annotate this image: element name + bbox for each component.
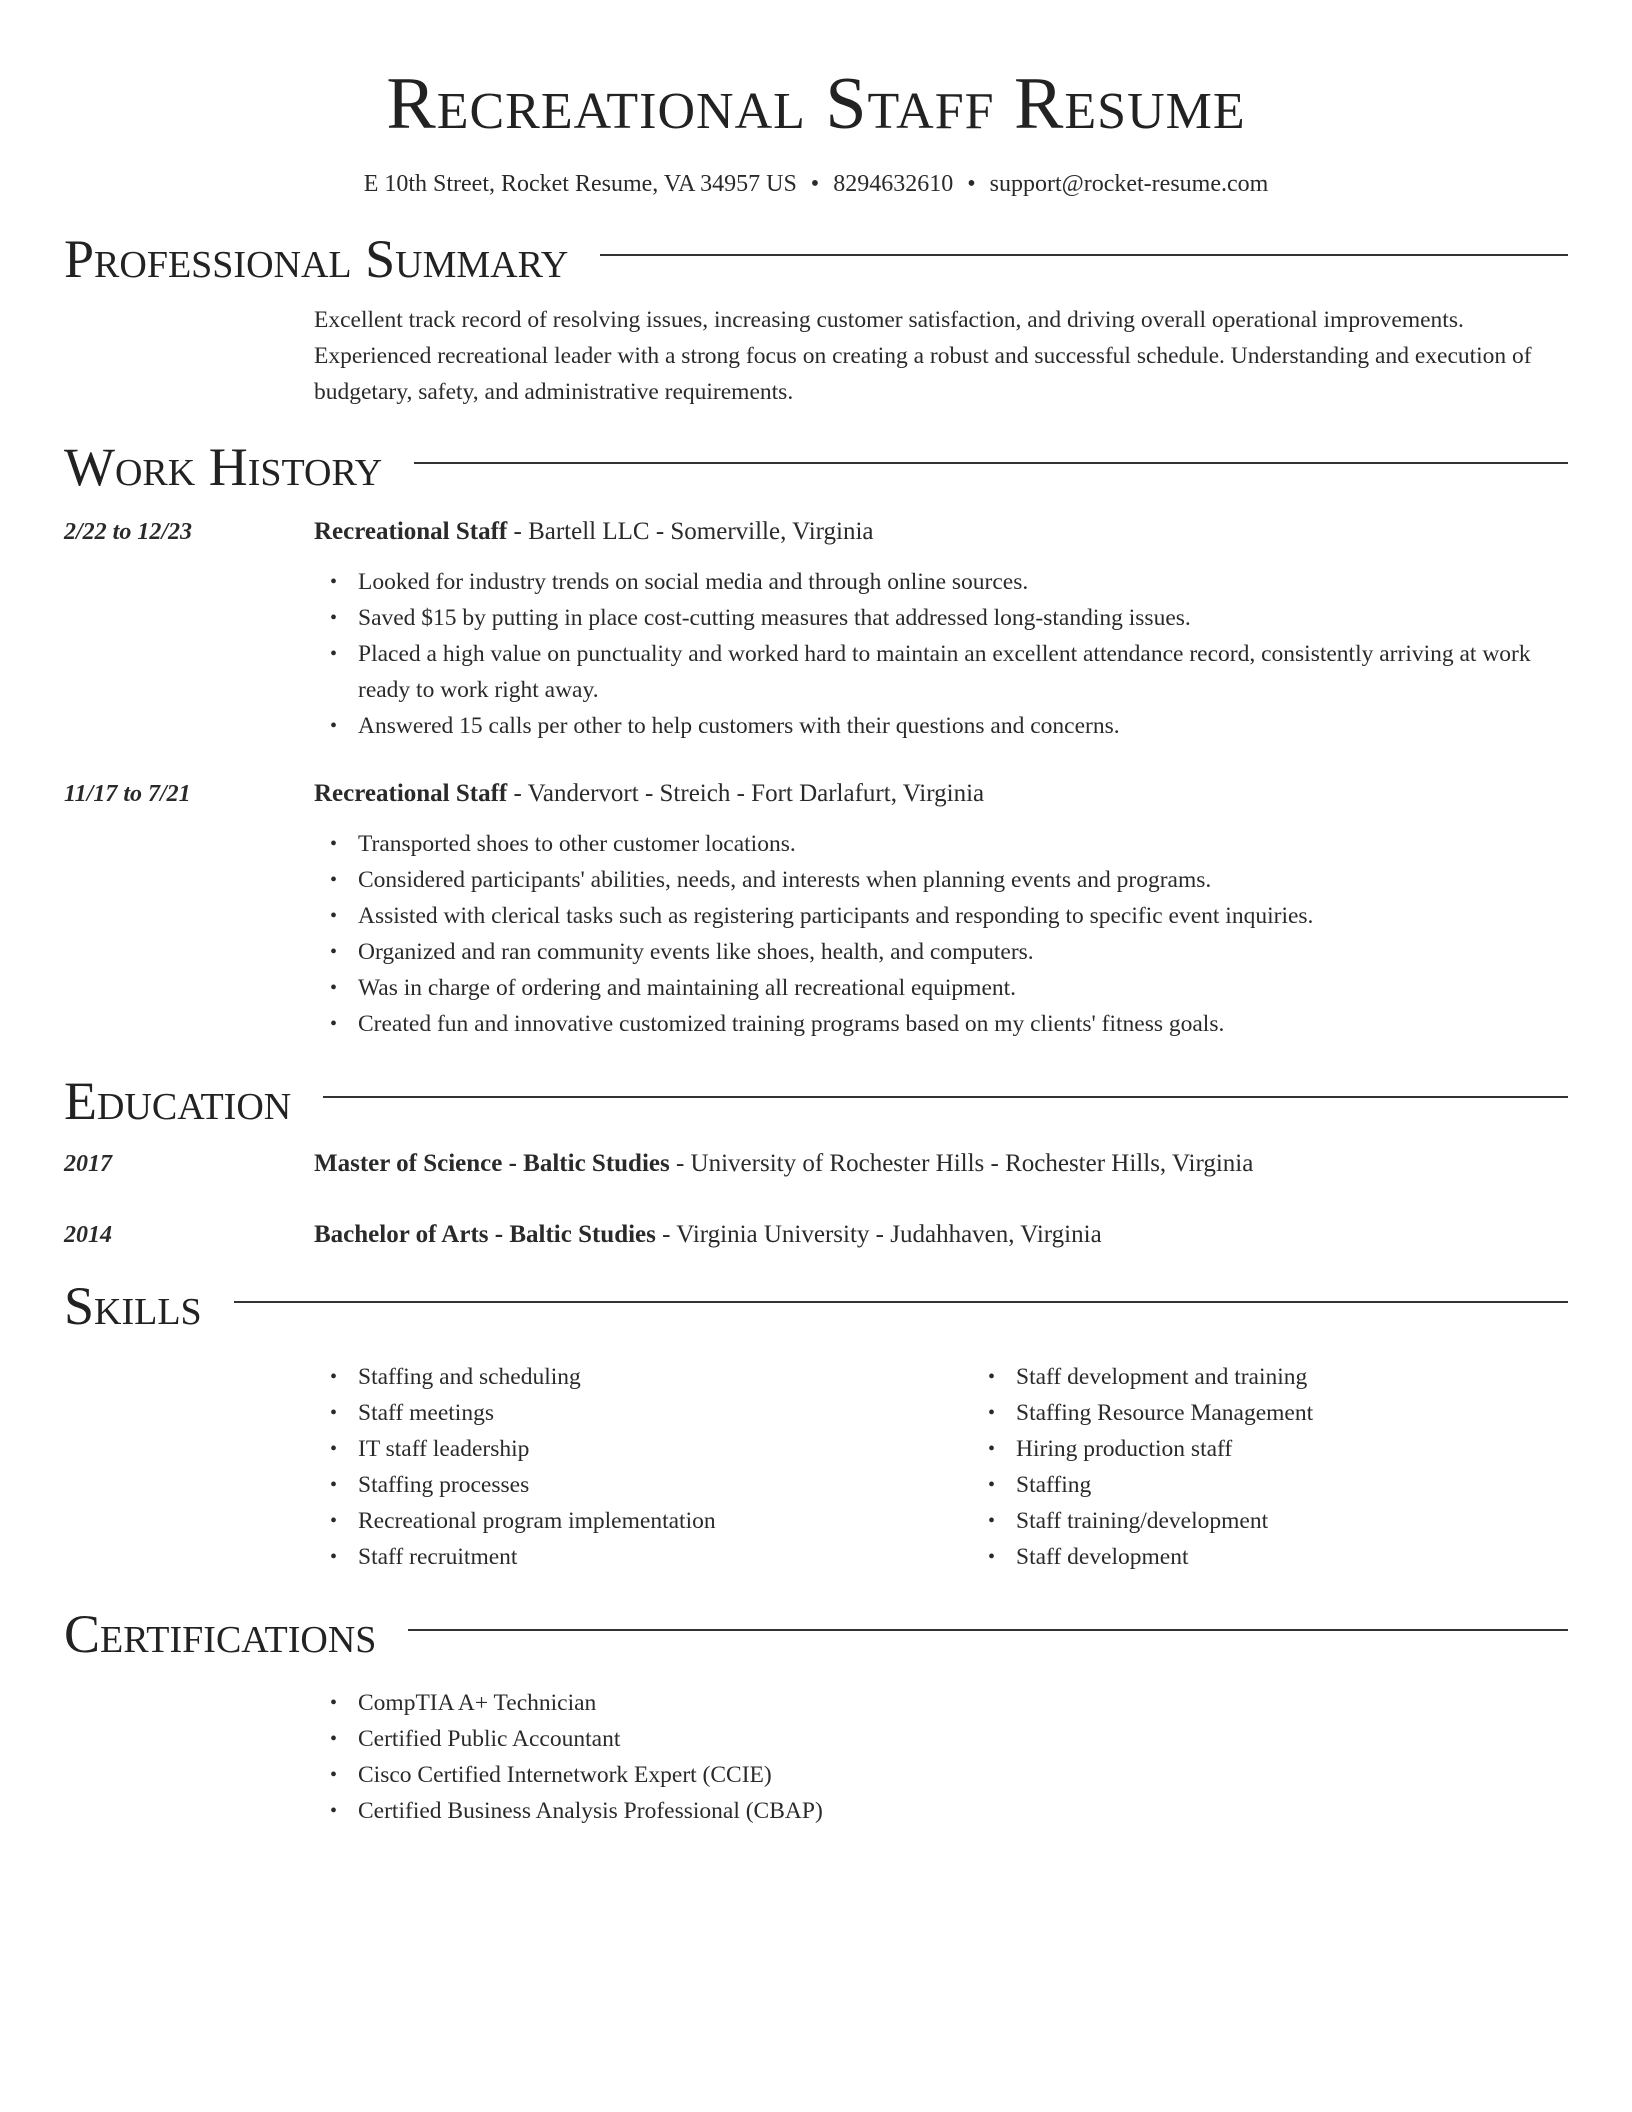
contact-phone: 8294632610 [833, 171, 954, 197]
job-details: - Vandervort - Streich - Fort Darlafurt, Virginia [507, 780, 985, 807]
skills-grid [314, 1359, 1630, 1575]
list-item: • Staffing processes [358, 1467, 972, 1503]
summary-section [64, 224, 1568, 410]
degree: Master of Science - Baltic Studies [314, 1150, 670, 1177]
contact-separator: • [967, 171, 976, 197]
section-header [64, 224, 1568, 294]
work-history-section [64, 432, 1568, 1042]
job-heading [314, 514, 1568, 550]
section-header [64, 1271, 1568, 1341]
skills-list-right [972, 1359, 1630, 1575]
list-item: • Transported shoes to other customer locations. [358, 826, 1568, 862]
education-section [64, 1066, 1568, 1253]
skills-spacer [64, 1359, 314, 1575]
list-item: • Created fun and innovative customized training programs based on my clients' fitness goals. [358, 1006, 1568, 1042]
section-title-education: Education [64, 1071, 292, 1131]
section-title-skills: Skills [64, 1276, 202, 1336]
list-item: • Staffing Resource Management [1016, 1395, 1630, 1431]
job-title: Recreational Staff [314, 518, 508, 545]
work-body [314, 514, 1568, 744]
list-item: • Saved $15 by putting in place cost-cutting measures that addressed long-standing issues. [358, 600, 1568, 636]
skills-list-left [314, 1359, 972, 1575]
contact-line [64, 168, 1568, 200]
list-item: • Hiring production staff [1016, 1431, 1630, 1467]
job-bullets [314, 826, 1568, 1042]
section-divider [408, 1629, 1568, 1631]
list-item: • Considered participants' abilities, needs, and interests when planning events and programs. [358, 862, 1568, 898]
list-item: • Certified Business Analysis Professional (CBAP) [358, 1793, 1568, 1829]
work-entry [64, 514, 1568, 744]
education-body [314, 1146, 1568, 1182]
skills-section [64, 1271, 1568, 1575]
list-item: • Staff recruitment [358, 1539, 972, 1575]
list-item: • Staff training/development [1016, 1503, 1630, 1539]
section-divider [323, 1096, 1568, 1098]
work-body [314, 776, 1568, 1042]
work-dates: 11/17 to 7/21 [64, 781, 191, 807]
list-item: • Certified Public Accountant [358, 1721, 1568, 1757]
summary-row [64, 302, 1568, 410]
school-details: - Virginia University - Judahhaven, Virginia [655, 1221, 1102, 1248]
section-divider [600, 254, 1568, 256]
list-item: • Staff meetings [358, 1395, 972, 1431]
section-header [64, 1599, 1568, 1669]
job-title: Recreational Staff [314, 780, 508, 807]
job-heading [314, 776, 1568, 812]
section-divider [414, 462, 1568, 464]
contact-separator: • [810, 171, 820, 197]
work-dates: 2/22 to 12/23 [64, 519, 193, 545]
list-item: • Assisted with clerical tasks such as registering participants and responding to specific event inquiries. [358, 898, 1568, 934]
section-title-work: Work History [64, 437, 383, 497]
list-item: • Organized and ran community events like shoes, health, and computers. [358, 934, 1568, 970]
education-body [314, 1217, 1568, 1253]
education-entry [64, 1217, 1568, 1253]
certifications-list [314, 1685, 1568, 1829]
certifications-section [64, 1599, 1568, 1829]
certifications-row [64, 1685, 1568, 1829]
section-divider [234, 1301, 1568, 1303]
certifications-body [314, 1685, 1568, 1829]
list-item: • Recreational program implementation [358, 1503, 972, 1539]
list-item: • IT staff leadership [358, 1431, 972, 1467]
section-header [64, 1066, 1568, 1136]
list-item: • Cisco Certified Internetwork Expert (CCIE) [358, 1757, 1568, 1793]
summary-spacer [64, 302, 314, 410]
job-details: - Bartell LLC - Somerville, Virginia [507, 518, 874, 545]
resume-title: Recreational Staff Resume [386, 63, 1246, 145]
list-item: • Looked for industry trends on social media and through online sources. [358, 564, 1568, 600]
list-item: • Placed a high value on punctuality and worked hard to maintain an excellent attendance record, consistently arriving at work ready to work right away. [358, 636, 1568, 708]
skills-row [64, 1359, 1568, 1575]
education-entry [64, 1146, 1568, 1182]
section-title-certifications: Certifications [64, 1604, 377, 1664]
section-header [64, 432, 1568, 502]
list-item: • Was in charge of ordering and maintaining all recreational equipment. [358, 970, 1568, 1006]
list-item: • Staffing and scheduling [358, 1359, 972, 1395]
school-details: - University of Rochester Hills - Rochester Hills, Virginia [669, 1150, 1254, 1177]
education-year: 2017 [64, 1151, 112, 1177]
education-year: 2014 [64, 1222, 112, 1248]
list-item: • Staff development and training [1016, 1359, 1630, 1395]
list-item: • CompTIA A+ Technician [358, 1685, 1568, 1721]
certifications-spacer [64, 1685, 314, 1829]
work-entry [64, 776, 1568, 1042]
contact-address: E 10th Street, Rocket Resume, VA 34957 US [363, 171, 797, 197]
job-bullets [314, 564, 1568, 744]
list-item: • Answered 15 calls per other to help customers with their questions and concerns. [358, 708, 1568, 744]
list-item: • Staffing [1016, 1467, 1630, 1503]
section-title-summary: Professional Summary [64, 229, 569, 289]
degree: Bachelor of Arts - Baltic Studies [314, 1221, 656, 1248]
list-item: • Staff development [1016, 1539, 1630, 1575]
summary-text: Excellent track record of resolving issues, increasing customer satisfaction, and driving overall operational improvements. Experienced recreational leader with a strong focus on creating a robust and successful schedule. Understanding and execution of budgetary, safety, and administrative requirements. [314, 307, 1532, 405]
contact-email: support@rocket-resume.com [989, 171, 1269, 197]
